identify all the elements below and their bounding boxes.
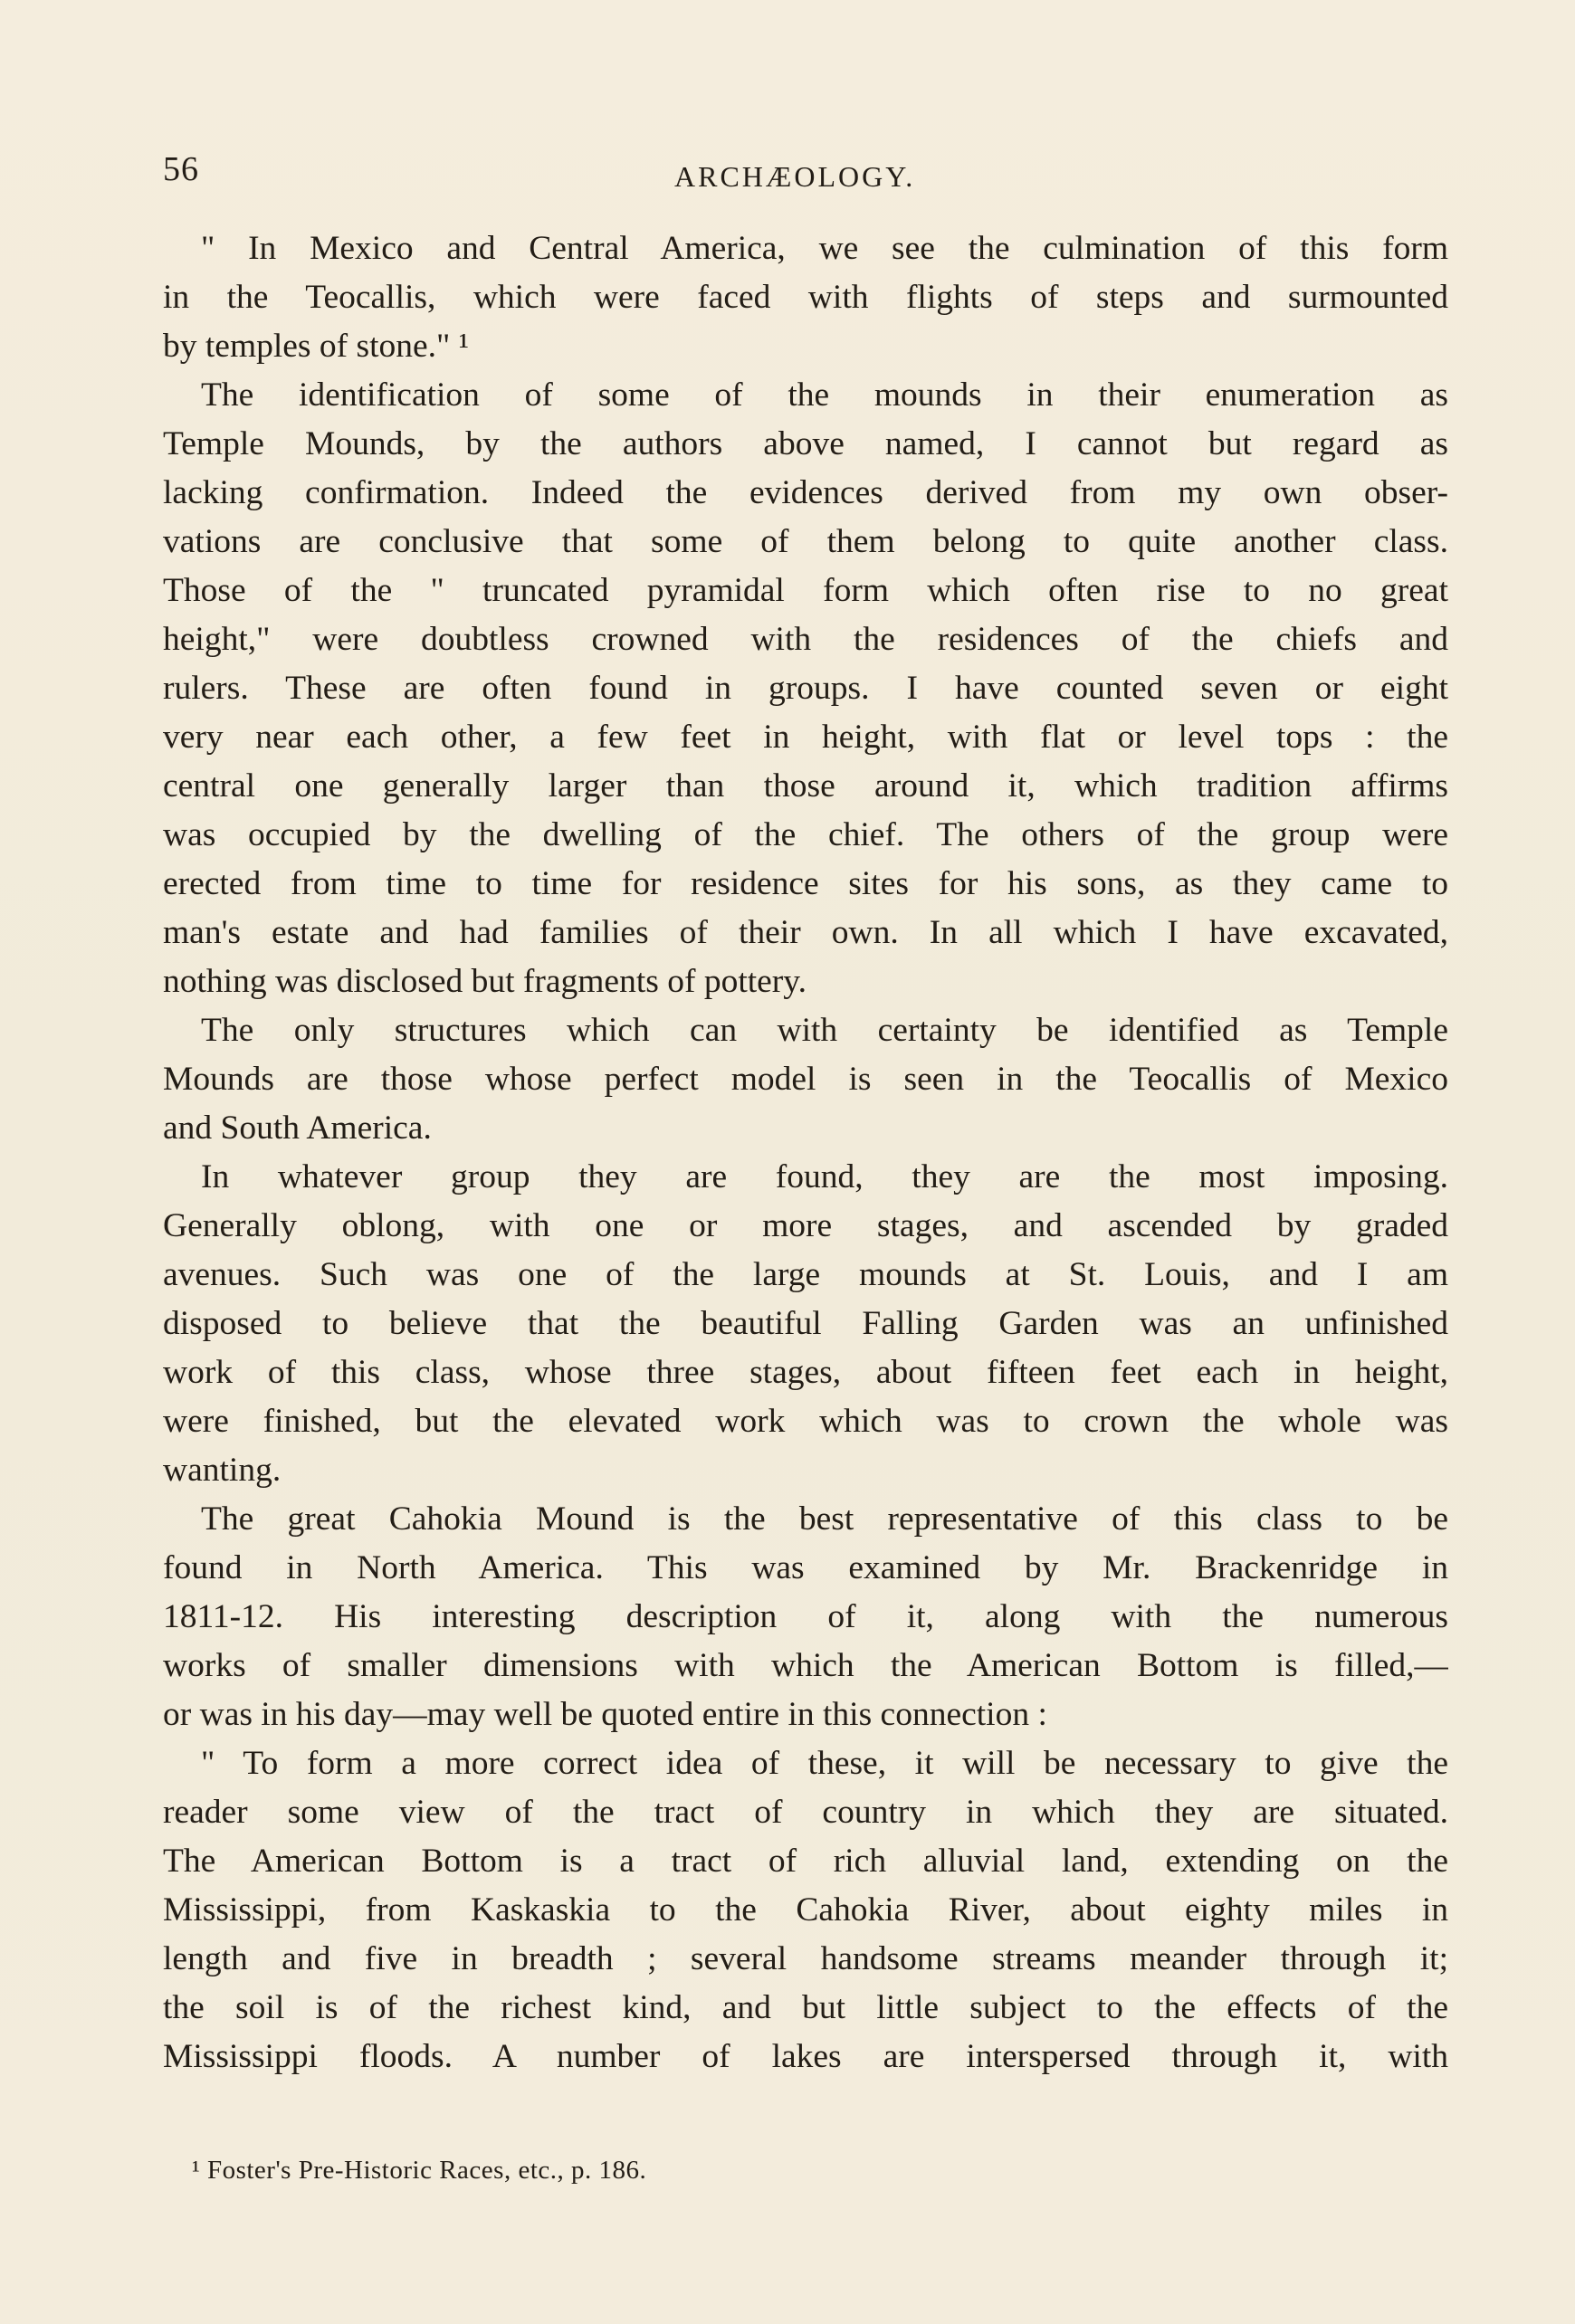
footnote: ¹ Foster's Pre-Historic Races, etc., p. 186.	[192, 2156, 647, 2185]
text-line: central one generally larger than those around it, which tradition affirms	[163, 767, 1448, 805]
text-line: work of this class, whose three stages, about fifteen feet each in height,	[163, 1354, 1448, 1391]
text-line: reader some view of the tract of country in which they are situated.	[163, 1794, 1448, 1831]
text-line: and South America.	[163, 1110, 432, 1147]
text-line: The only structures which can with certainty be identified as Temple	[201, 1012, 1448, 1049]
text-line: wanting.	[163, 1452, 282, 1489]
text-line: or was in his day—may well be quoted entire in this connection :	[163, 1696, 1047, 1733]
text-line: man's estate and had families of their own. In all which I have excavated,	[163, 914, 1448, 951]
text-line: height," were doubtless crowned with the residences of the chiefs and	[163, 621, 1448, 658]
text-line: Mississippi floods. A number of lakes are interspersed through it, with	[163, 2038, 1448, 2075]
text-line: disposed to believe that the beautiful Falling Garden was an unfinished	[163, 1305, 1448, 1342]
text-line: Mississippi, from Kaskaskia to the Cahokia River, about eighty miles in	[163, 1891, 1448, 1929]
text-line: The great Cahokia Mound is the best representative of this class to be	[201, 1500, 1448, 1538]
page-number: 56	[163, 150, 199, 188]
text-line: very near each other, a few feet in height, with flat or level tops : the	[163, 719, 1448, 756]
text-line: In whatever group they are found, they are the most imposing.	[201, 1158, 1448, 1195]
text-line: Those of the " truncated pyramidal form which often rise to no great	[163, 572, 1448, 609]
text-line: in the Teocallis, which were faced with flights of steps and surmounted	[163, 279, 1448, 316]
text-line: Generally oblong, with one or more stages, and ascended by graded	[163, 1207, 1448, 1244]
text-line: " In Mexico and Central America, we see the culmination of this form	[201, 230, 1448, 267]
text-line: lacking confirmation. Indeed the evidences derived from my own obser-	[163, 474, 1448, 511]
page-header	[163, 149, 1448, 195]
text-line: " To form a more correct idea of these, it will be necessary to give the	[201, 1745, 1448, 1782]
text-line: Mounds are those whose perfect model is seen in the Teocallis of Mexico	[163, 1061, 1448, 1098]
text-line: The American Bottom is a tract of rich alluvial land, extending on the	[163, 1843, 1448, 1880]
text-line: works of smaller dimensions with which the American Bottom is filled,—	[163, 1647, 1448, 1684]
text-line: Temple Mounds, by the authors above named, I cannot but regard as	[163, 425, 1448, 462]
text-line: the soil is of the richest kind, and but little subject to the effects of the	[163, 1989, 1448, 2026]
text-line: was occupied by the dwelling of the chief. The others of the group were	[163, 816, 1448, 853]
text-line: nothing was disclosed but fragments of pottery.	[163, 963, 807, 1000]
text-line: by temples of stone." ¹	[163, 328, 469, 365]
running-head: ARCHÆOLOGY.	[674, 160, 916, 193]
text-line: length and five in breadth ; several handsome streams meander through it;	[163, 1940, 1448, 1977]
text-line: avenues. Such was one of the large mounds at St. Louis, and I am	[163, 1256, 1448, 1293]
text-line: The identification of some of the mounds in their enumeration as	[201, 376, 1448, 414]
body-text	[163, 224, 1448, 2081]
text-line: vations are conclusive that some of them belong to quite another class.	[163, 523, 1448, 560]
text-line: 1811-12. His interesting description of it, along with the numerous	[163, 1598, 1448, 1635]
text-line: were finished, but the elevated work which was to crown the whole was	[163, 1403, 1448, 1440]
text-line: rulers. These are often found in groups. I have counted seven or eight	[163, 670, 1448, 707]
text-line: found in North America. This was examined by Mr. Brackenridge in	[163, 1549, 1448, 1586]
text-line: erected from time to time for residence sites for his sons, as they came to	[163, 865, 1448, 902]
